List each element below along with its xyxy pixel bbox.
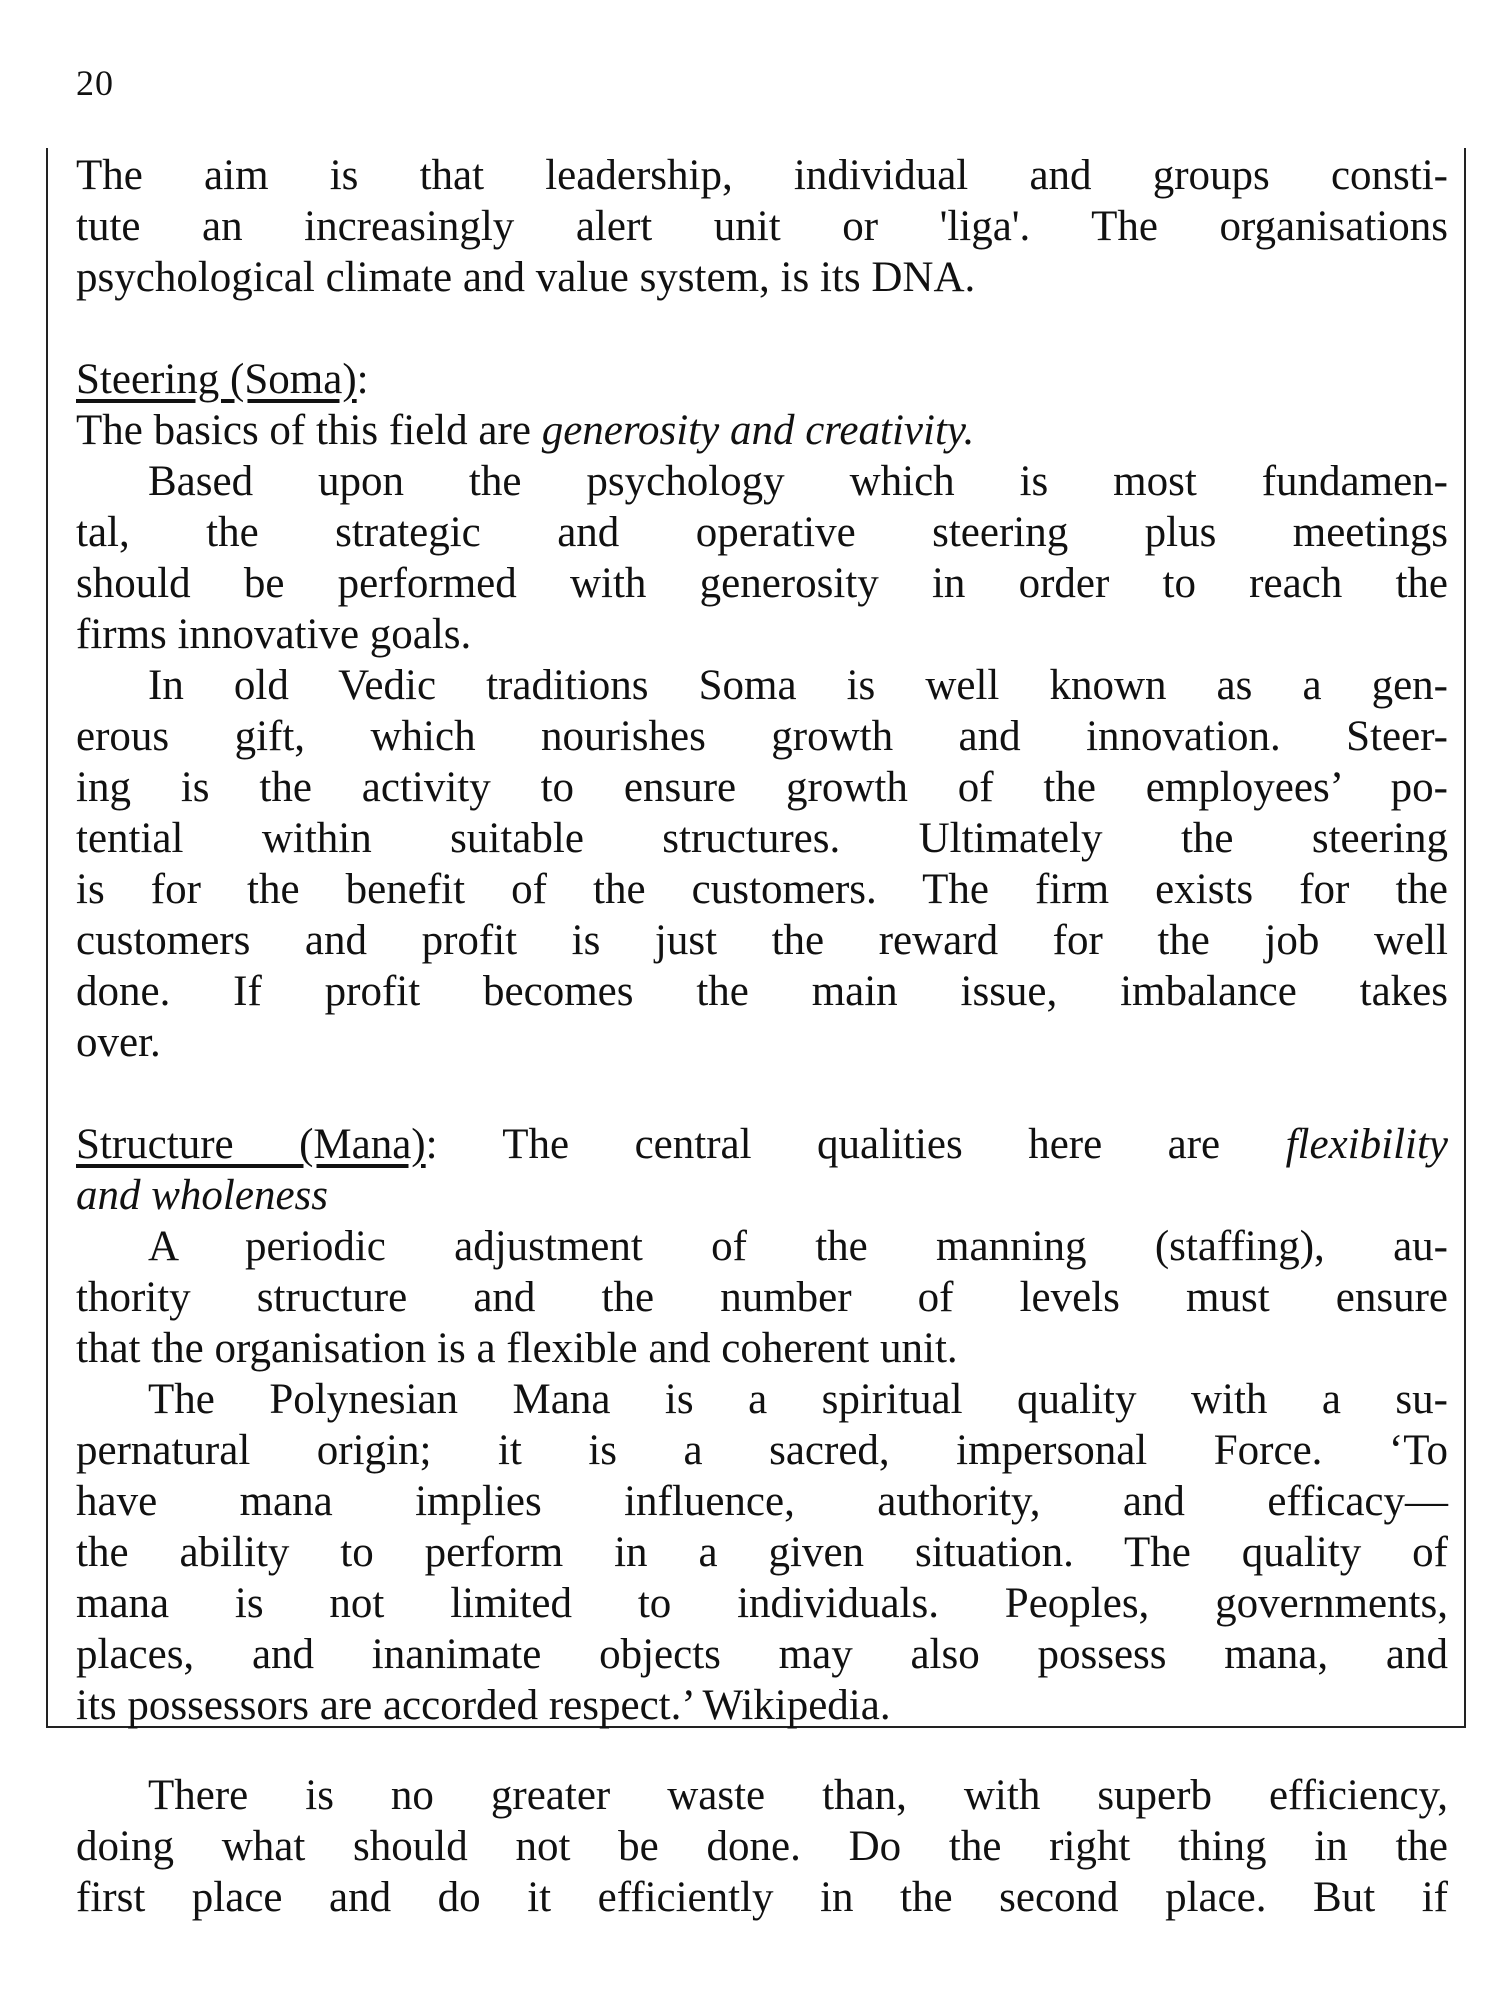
steering-para2-line: tential within suitable structures. Ultimately the steering: [76, 815, 1448, 862]
steering-para1-line: should be performed with generosity in order to reach the: [76, 560, 1448, 607]
structure-para2-line: mana is not limited to individuals. Peoples, governments,: [76, 1580, 1448, 1627]
closing-line: first place and do it efficiently in the second place. But if: [76, 1874, 1448, 1921]
steering-heading-suffix: :: [356, 356, 369, 403]
steering-para2-line: erous gift, which nourishes growth and innovation. Steer-: [76, 713, 1448, 760]
steering-para2-line: ing is the activity to ensure growth of the employees’ po-: [76, 764, 1448, 811]
steering-heading-line: [76, 354, 1448, 405]
structure-para2-line: its possessors are accorded respect.’ Wikipedia.: [76, 1682, 891, 1729]
steering-basics-line: [76, 405, 1448, 456]
structure-para2-line: pernatural origin; it is a sacred, impersonal Force. ‘To: [76, 1427, 1448, 1474]
closing-line: There is no greater waste than, with superb efficiency,: [148, 1772, 1448, 1819]
closing-paragraph: [76, 1770, 1448, 1923]
structure-para2-line: have mana implies influence, authority, and efficacy—: [76, 1478, 1448, 1525]
steering-para1-line: tal, the strategic and operative steering plus meetings: [76, 509, 1448, 556]
intro-line: psychological climate and value system, is its DNA.: [76, 254, 976, 301]
structure-italic-1: flexibility: [1285, 1121, 1448, 1168]
structure-para2-line: The Polynesian Mana is a spiritual quality with a su-: [148, 1376, 1448, 1423]
structure-para1-line: thority structure and the number of levels must ensure: [76, 1274, 1448, 1321]
boxed-section-text: [76, 150, 1448, 1731]
structure-para1-line: A periodic adjustment of the manning (staffing), au-: [148, 1223, 1448, 1270]
structure-italic-2: and wholeness: [76, 1172, 329, 1219]
steering-para2-line: customers and profit is just the reward for the job well: [76, 917, 1448, 964]
steering-basics-prefix: The basics of this field are: [76, 407, 542, 454]
structure-para1-line: that the organisation is a flexible and coherent unit.: [76, 1325, 958, 1372]
steering-para2-line: over.: [76, 1019, 161, 1066]
intro-line: The aim is that leadership, individual and groups consti-: [76, 152, 1448, 199]
intro-line: tute an increasingly alert unit or 'liga'. The organisations: [76, 203, 1448, 250]
steering-para2-line: done. If profit becomes the main issue, imbalance takes: [76, 968, 1448, 1015]
steering-para2-line: is for the benefit of the customers. The firm exists for the: [76, 866, 1448, 913]
steering-para1-line: Based upon the psychology which is most fundamen-: [148, 458, 1448, 505]
steering-para1-line: firms innovative goals.: [76, 611, 472, 658]
structure-heading-line: [76, 1119, 1448, 1170]
structure-para2-line: places, and inanimate objects may also possess mana, and: [76, 1631, 1448, 1678]
steering-basics-italic: generosity and creativity.: [541, 407, 975, 454]
steering-para2-line: In old Vedic traditions Soma is well known as a gen-: [148, 662, 1448, 709]
steering-heading: Steering (Soma): [76, 356, 357, 403]
structure-heading-suffix: : The central qualities here are: [425, 1121, 1286, 1168]
page-number: 20: [76, 63, 114, 103]
closing-line: doing what should not be done. Do the right thing in the: [76, 1823, 1448, 1870]
structure-heading: Structure (Mana): [76, 1121, 426, 1168]
structure-para2-line: the ability to perform in a given situation. The quality of: [76, 1529, 1448, 1576]
